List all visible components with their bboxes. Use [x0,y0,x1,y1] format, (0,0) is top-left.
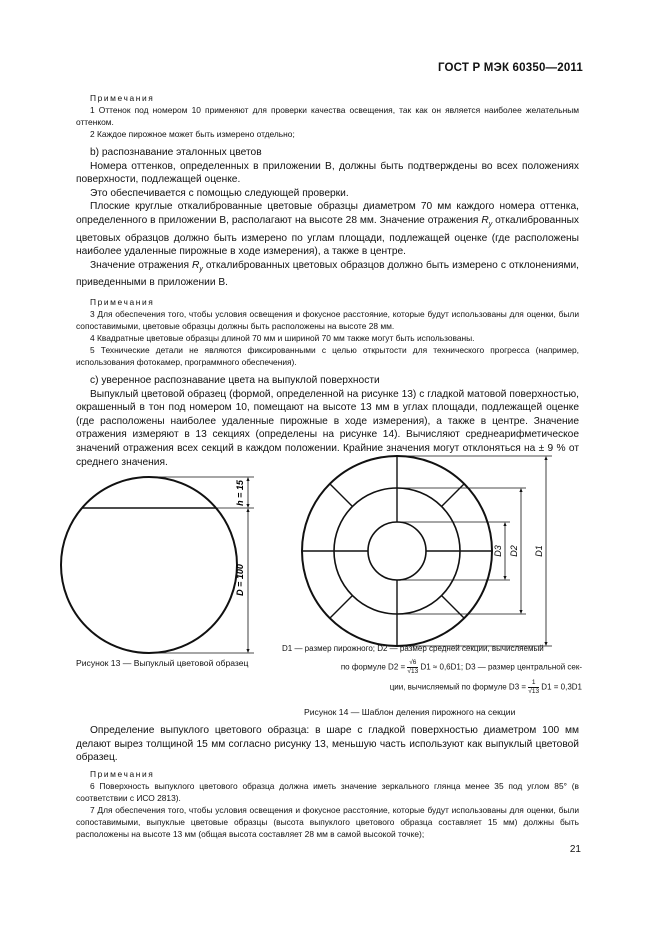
closing-paragraph: Определение выпуклого цветового образца: в шаре с гладкой поверхностью диаметром 100 мм делают вырез толщиной 15 мм согласно рисунку 13, меньшую часть используют как выпуклый цветовой образец. [76,725,579,764]
notes-heading: Примечания [90,93,155,103]
section-b-paragraph-1: Номера оттенков, определенных в приложении В, должны быть подтверждены во всех положениях поверхности, подлежащей оценке. [76,160,579,186]
section-c-paragraph: Выпуклый цветовой образец (формой, определенной на рисунке 13) с гладкой матовой поверхностью, окрашенный в тон под номером 10, помещают на высоте 13 мм в углах площади, подлежащей оценке (где расположены наиболее удаленные пирожные в ходе измерения), а также в центре. Значение отражения измеряют в 13 секциях (определены на рисунке 14). Вычисляют среднеарифметическое значений отражения всех секций в каждом положении. Крайние значения могут отклоняться на ± 9 % от среднего значения. [76,388,579,468]
note-1: 1 Оттенок под номером 10 применяют для проверки качества освещения, так как он является наиболее желательным оттенком. [76,105,579,127]
figure-14-legend [282,643,582,696]
section-b-title: b) распознавание эталонных цветов [90,147,262,158]
figure-13-diagram [40,470,280,660]
notes-heading-3: Примечания [90,768,155,779]
note-2: 2 Каждое пирожное может быть измерено отдельно; [90,129,295,139]
section-b-paragraph-4: Значение отражения $R_y$ откалиброванных цветовых образцов должно быть измерено с отклонениями, приведенными в приложении В. [76,259,579,289]
note-6: 6 Поверхность выпуклого цветового образца должна иметь значение зеркального глянца менее 35 под углом 85° (в соответствии с ИСО 2813). [76,780,579,803]
legend-line-3: ции, вычисляемый по формуле D3 = $\frac{1}{√13}$ D1 = 0,3D1 [389,678,582,695]
document-id: ГОСТ Р МЭК 60350—2011 [437,62,583,74]
figure-13-caption: Рисунок 13 — Выпуклый цветовой образец [76,658,249,668]
convex-sample-circle [61,477,237,653]
section-b-paragraph-3: Плоские круглые откалиброванные цветовые образцы диаметром 70 мм каждого номера оттенка, определенного в приложении В, располагают на высоте 28 мм. Значение отражения $R_y$ откалиброванных цветовых образцов должно быть измерено по углам площади, подлежащей оценке (где расположены наиболее удаленные пирожные в ходе измерения), а также в центре. [76,201,580,258]
note-3: 3 Для обеспечения того, чтобы условия освещения и фокусное расстояние, которые будут использованы для оценки, были сопоставимыми, цветовые образцы должны быть расположены на высоте 28 мм. [76,309,579,331]
dimension-h-label: h = 15 [235,480,245,506]
dimension-d2-label: D2 [509,545,519,557]
formula-fraction-1: $\frac{√6}{√13}$ [407,658,419,675]
legend-line-2: по формуле D2 = $\frac{√6}{√13}$ D1 ≈ 0,6D1; D3 — размер центральной сек- [340,658,582,675]
figure-14-caption: Рисунок 14 — Шаблон деления пирожного на секции [304,707,516,717]
dimension-d3-label: D3 [493,545,503,557]
section-b-paragraph-2: Это обеспечивается с помощью следующей проверки. [90,187,349,199]
notes-heading-2: Примечания [90,297,155,307]
figure-14-diagram [290,450,565,650]
note-5: 5 Технические детали не являются фиксированными с целью открытости для технического прогресса (например, использования фотокамер, программного обеспечения). [76,345,579,367]
dimension-d1-label: D1 [534,545,544,557]
upper-text-block [76,92,579,469]
cake-section-template [302,456,492,646]
section-c-title: c) уверенное распознавание цвета на выпуклой поверхности [90,375,380,386]
formula-fraction-2: $\frac{1}{√13}$ [528,678,540,695]
note-4: 4 Квадратные цветовые образцы длиной 70 мм и шириной 70 мм также могут быть использованы. [90,333,475,343]
lower-text-block [76,724,579,840]
outer-section-dividers [302,456,492,646]
dimension-d-label: D = 100 [235,564,245,596]
legend-line-1: D1 — размер пирожного; D2 — размер средней секции, вычисляемый [282,644,544,653]
note-7: 7 Для обеспечения того, чтобы условия освещения и фокусное расстояние, которые будут использованы для оценки, были сопоставимыми, выпуклые цветовые образцы (высота выпуклого цветового образца составляет 15 мм) должны быть расположены на высоте 13 мм (общая высота составляет 28 мм в самой высокой точке); [76,804,579,839]
page-number: 21 [569,844,581,855]
inner-circle [368,522,426,580]
